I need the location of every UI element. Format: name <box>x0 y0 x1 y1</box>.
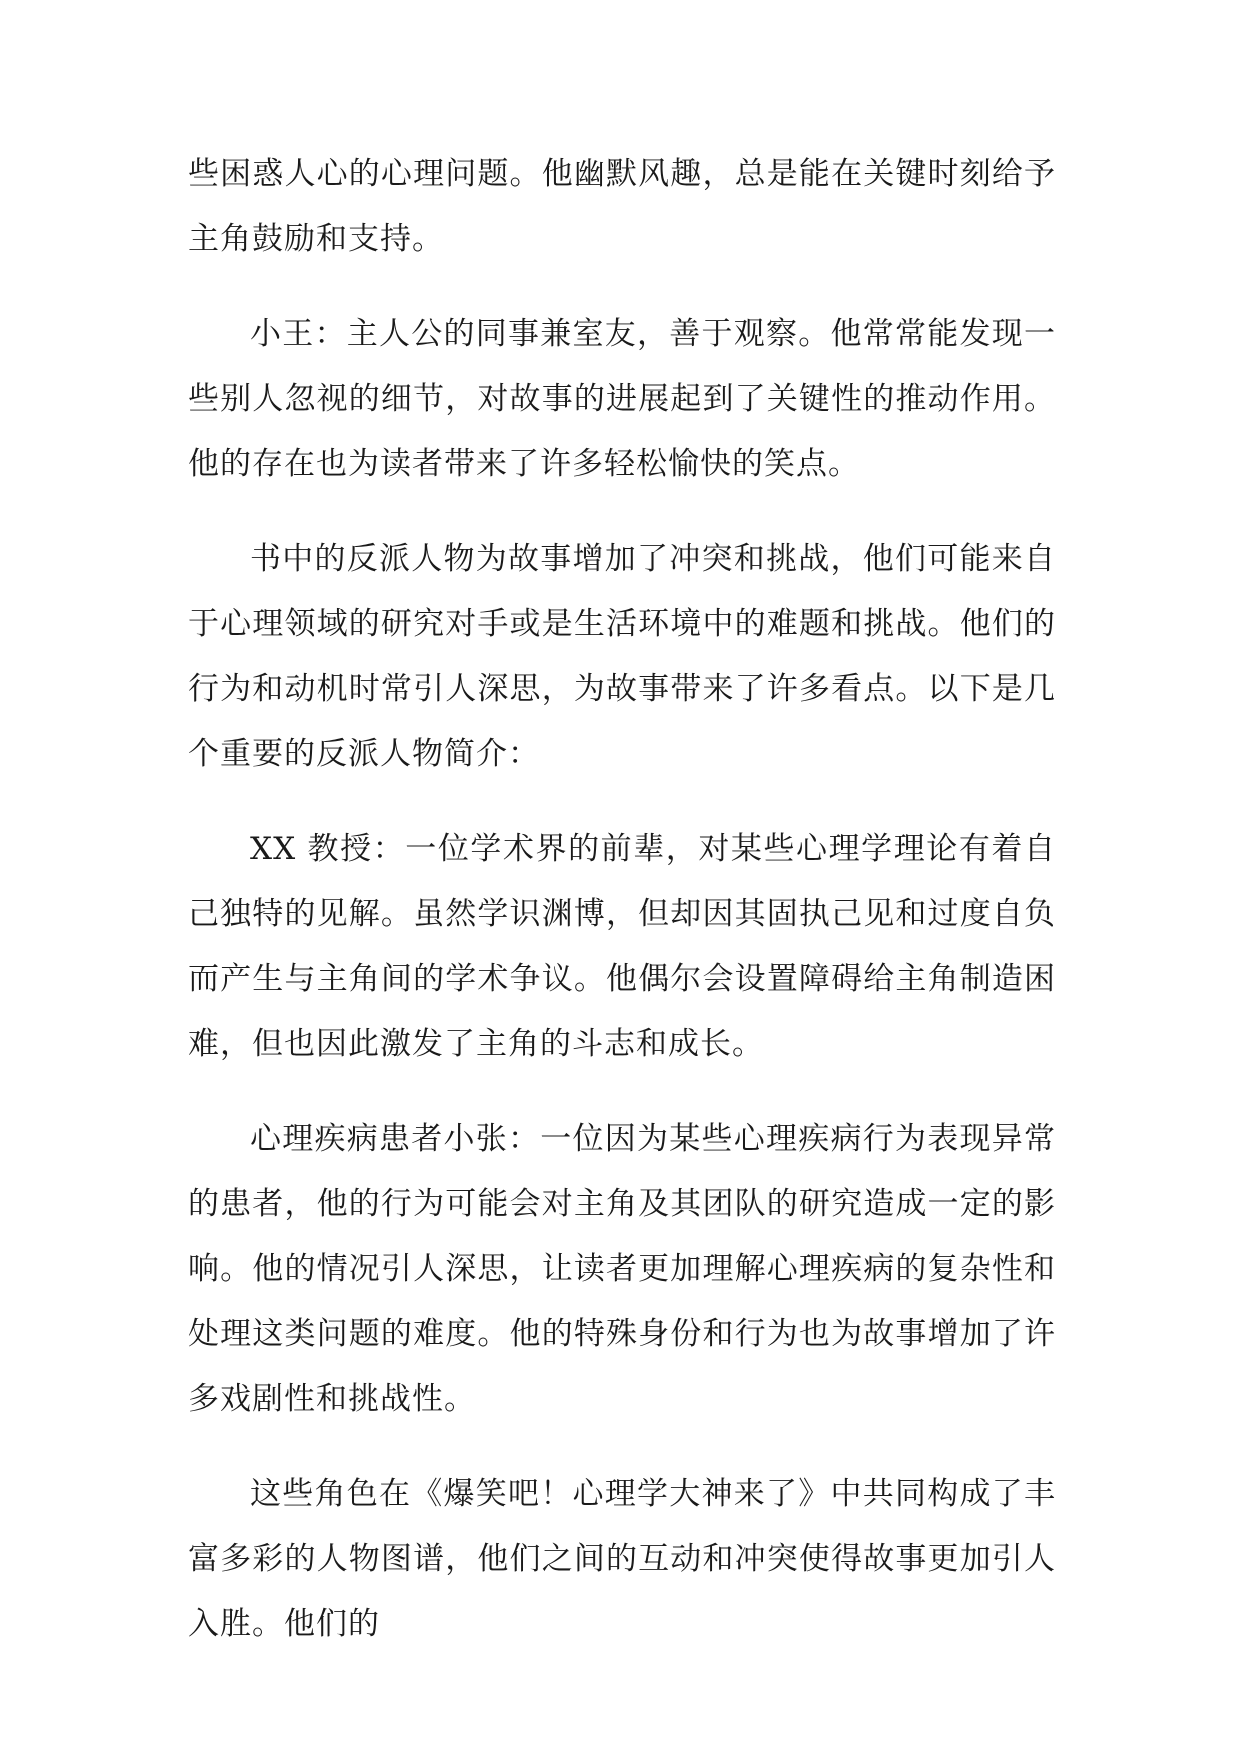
body-text <box>188 142 1056 1657</box>
paragraph-summary: 这些角色在《爆笑吧！心理学大神来了》中共同构成了丰富多彩的人物图谱，他们之间的互动和冲突使得故事更加引人入胜。他们的 <box>188 1476 1056 1642</box>
paragraph-professor-xx: XX 教授：一位学术界的前辈，对某些心理学理论有着自己独特的见解。虽然学识渊博，但却因其固执己见和过度自负而产生与主角间的学术争议。他偶尔会设置障碍给主角制造困难，但也因此激发了主角的斗志和成长。 <box>188 831 1056 1062</box>
paragraph-patient-xiaozhang: 心理疾病患者小张：一位因为某些心理疾病行为表现异常的患者，他的行为可能会对主角及其团队的研究造成一定的影响。他的情况引人深思，让读者更加理解心理疾病的复杂性和处理这类问题的难度。他的特殊身份和行为也为故事增加了许多戏剧性和挑战性。 <box>188 1121 1056 1417</box>
paragraph-villains-intro: 书中的反派人物为故事增加了冲突和挑战，他们可能来自于心理领域的研究对手或是生活环境中的难题和挑战。他们的行为和动机时常引人深思，为故事带来了许多看点。以下是几个重要的反派人物简介： <box>188 541 1056 772</box>
paragraph-xiaowang: 小王：主人公的同事兼室友，善于观察。他常常能发现一些别人忽视的细节，对故事的进展起到了关键性的推动作用。他的存在也为读者带来了许多轻松愉快的笑点。 <box>188 316 1056 482</box>
paragraph-continuation: 些困惑人心的心理问题。他幽默风趣，总是能在关键时刻给予主角鼓励和支持。 <box>188 156 1056 257</box>
